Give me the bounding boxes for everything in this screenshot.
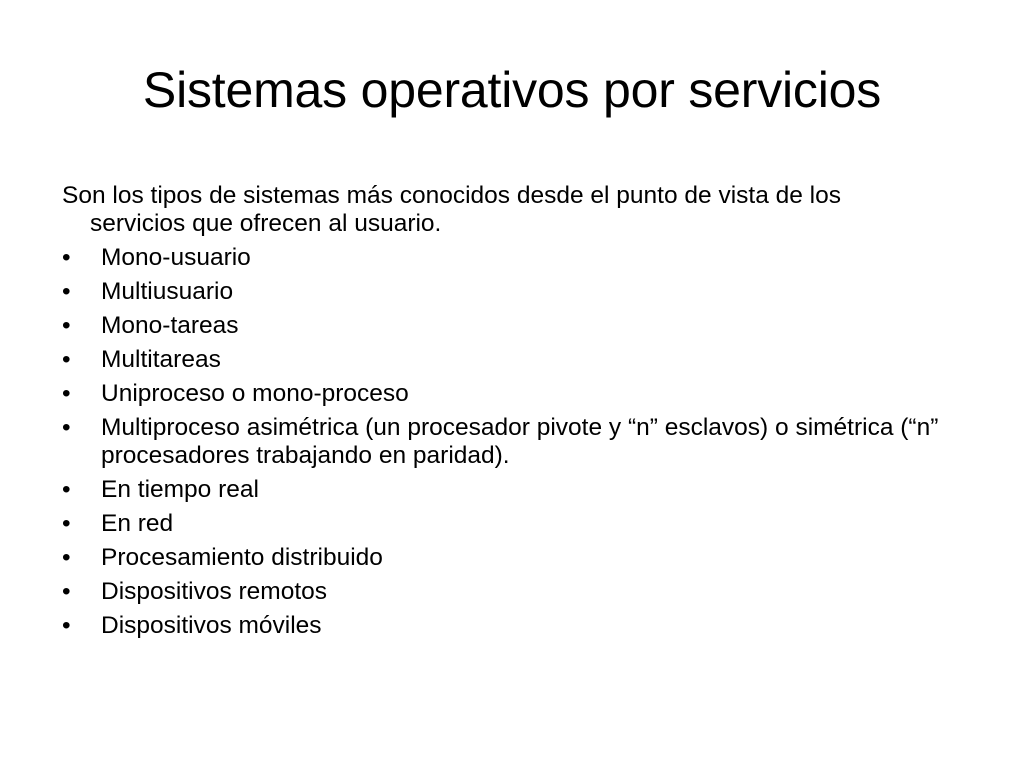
list-item [62,414,942,470]
bullet-icon: • [62,244,71,271]
bullet-list [62,244,942,640]
list-item-text: En tiempo real [101,476,259,503]
list-item-text: Dispositivos móviles [101,612,322,639]
bullet-icon: • [62,380,71,407]
list-item-text: Dispositivos remotos [101,578,328,605]
bullet-icon: • [62,346,71,373]
list-item-text: Multiproceso asimétrica (un procesador pivote y “n” esclavos) o simétrica (“n” procesadores trabajando en paridad). [101,414,939,469]
list-item-text: Multitareas [101,346,221,373]
list-item-text: Mono-tareas [101,312,239,339]
intro-paragraph: Son los tipos de sistemas más conocidos desde el punto de vista de los servicios que ofrecen al usuario. [62,182,841,237]
list-item-text: Uniproceso o mono-proceso [101,380,409,407]
list-item [62,612,942,640]
list-item-text: Mono-usuario [101,244,251,271]
bullet-icon: • [62,312,71,339]
bullet-icon: • [62,278,71,305]
bullet-icon: • [62,578,71,605]
bullet-icon: • [62,414,71,441]
bullet-icon: • [62,612,71,639]
list-item [62,578,942,606]
list-item-text: Multiusuario [101,278,234,305]
list-item [62,346,942,374]
list-item [62,380,942,408]
list-item-text: En red [101,510,174,537]
list-item [62,244,942,272]
bullet-icon: • [62,476,71,503]
list-item [62,510,942,538]
list-item [62,476,942,504]
bullet-icon: • [62,510,71,537]
list-item [62,278,942,306]
list-item [62,312,942,340]
slide-title: Sistemas operativos por servicios [142,62,882,118]
list-item-text: Procesamiento distribuido [101,544,383,571]
bullet-icon: • [62,544,71,571]
list-item [62,544,942,572]
slide-body [62,182,942,646]
